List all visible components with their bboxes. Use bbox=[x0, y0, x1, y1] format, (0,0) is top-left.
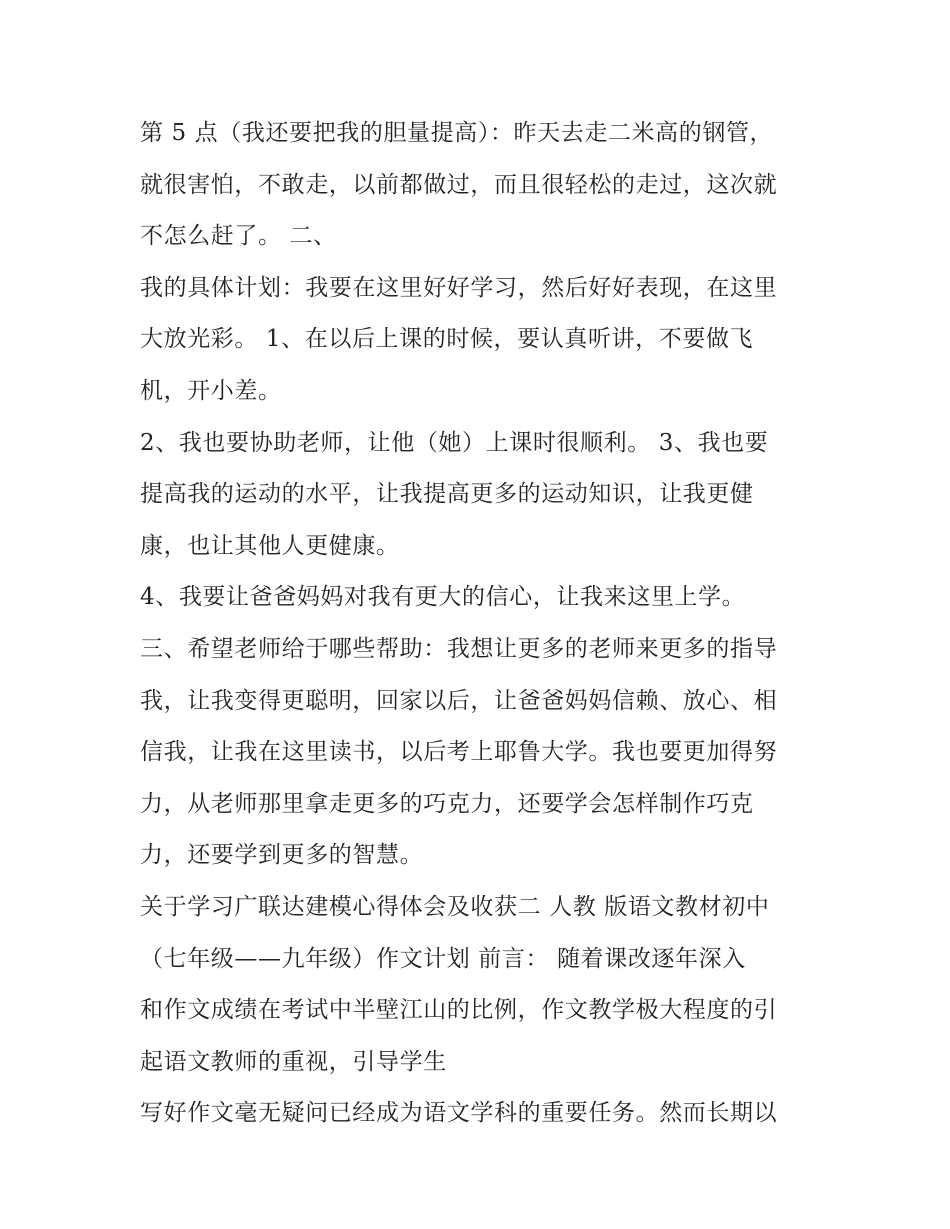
text-line: 信我，让我在这里读书，以后考上耶鲁大学。我也要更加得努 bbox=[140, 739, 778, 766]
text-line: （七年级——九年级）作文计划 前言： 随着课改逐年深入 bbox=[140, 945, 746, 972]
text-line: 写好作文毫无疑问已经成为语文学科的重要任务。然而长期以 bbox=[140, 1100, 778, 1127]
text-line: 关于学习广联达建模心得体会及收获二 人教 版语文教材初中 bbox=[140, 893, 770, 920]
text-line: 起语文教师的重视，引导学生 bbox=[140, 1048, 447, 1075]
text-line: 不怎么赶了。 二、 bbox=[140, 223, 337, 250]
text-line: 4、我要让爸爸妈妈对我有更大的信心，让我来这里上学。 bbox=[140, 584, 746, 611]
text-line: 就很害怕，不敢走，以前都做过，而且很轻松的走过，这次就 bbox=[140, 171, 778, 198]
text-line: 力，还要学到更多的智慧。 bbox=[140, 842, 424, 869]
document-body bbox=[140, 108, 820, 1140]
text-line: 三、希望老师给于哪些帮助：我想让更多的老师来更多的指导 bbox=[140, 635, 778, 662]
text-line: 和作文成绩在考试中半壁江山的比例，作文教学极大程度的引 bbox=[140, 997, 778, 1024]
text-line: 康，也让其他人更健康。 bbox=[140, 532, 400, 559]
text-line: 机，开小差。 bbox=[140, 377, 282, 404]
text-line: 我，让我变得更聪明，回家以后，让爸爸妈妈信赖、放心、相 bbox=[140, 687, 778, 714]
text-line: 大放光彩。 1、在以后上课的时候，要认真听讲，不要做飞 bbox=[140, 326, 754, 353]
text-line: 提高我的运动的水平，让我提高更多的运动知识，让我更健 bbox=[140, 481, 754, 508]
text-line: 力，从老师那里拿走更多的巧克力，还要学会怎样制作巧克 bbox=[140, 790, 754, 817]
text-line: 2、我也要协助老师，让他（她）上课时很顺利。 3、我也要 bbox=[140, 429, 769, 456]
text-line: 第 5 点（我还要把我的胆量提高）：昨天去走二米高的钢管， bbox=[140, 120, 774, 146]
text-line: 我的具体计划：我要在这里好好学习，然后好好表现，在这里 bbox=[140, 274, 778, 301]
